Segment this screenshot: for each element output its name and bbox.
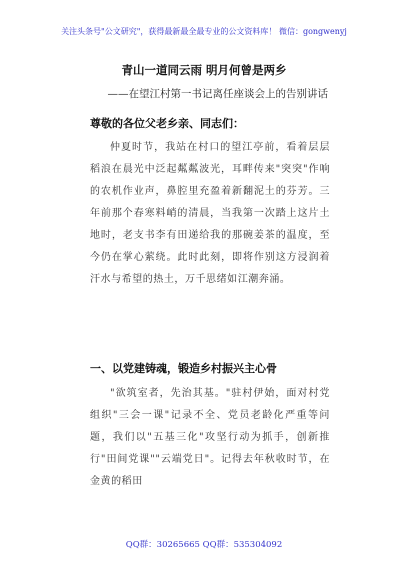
salutation: 尊敬的各位父老乡亲、同志们：	[90, 117, 244, 130]
document-title: 青山一道同云雨 明月何曾是两乡	[121, 63, 287, 77]
header-watermark: 关注头条号"公文研究"，获得最新最全最专业的公文资料库！ 微信：gongwenyj	[61, 27, 347, 36]
body-paragraph: 仲夏时节，我站在村口的望江亭前，看着层层稻浪在晨光中泛起粼粼波光，耳畔传来"突突"作响的农机作业声，鼻腔里充盈着新翻泥土的芬芳。三年前那个春寒料峭的清晨，当我第一次踏上这片土地时，老支书李有田递给我的那碗姜茶的温度，至今仍在掌心萦绕。此时此刻，即将作别这方浸润着汗水与希望的热土，万千思绪如江潮奔涌。	[90, 142, 330, 285]
section-heading: 一、以党建铸魂，锻造乡村振兴主心骨	[90, 362, 277, 375]
document-subtitle: ——在望江村第一书记离任座谈会上的告别讲话	[107, 88, 328, 100]
body-paragraph: "欲筑室者，先治其基。"驻村伊始，面对村党组织"三会一课"记录不全、党员老龄化严重等问题，我们以"五基三化"攻坚行动为抓手，创新推行"田间党课""云端党日"。记得去年秋收时节，在金黄的稻田	[90, 388, 330, 487]
footer-watermark: QQ群：30265665 QQ群：535304092	[125, 540, 283, 550]
